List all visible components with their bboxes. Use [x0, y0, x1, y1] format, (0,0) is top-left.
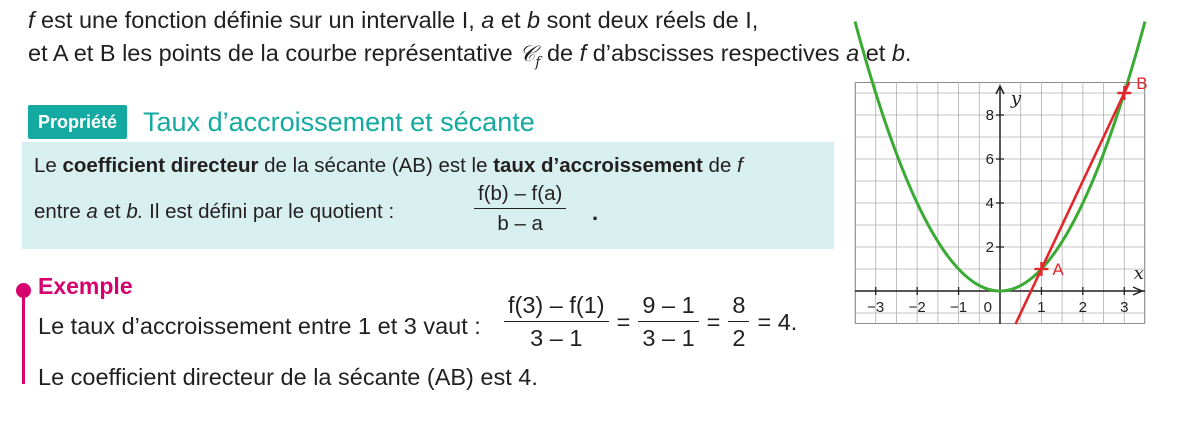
x-tick-label: −3 [867, 299, 885, 316]
quotient-denominator: b – a [497, 212, 543, 235]
x-tick-label: 3 [1120, 299, 1129, 316]
property-line-1 [34, 154, 743, 178]
quotient-numerator: f(b) – f(a) [474, 182, 566, 209]
example-line-1: Le taux d’accroissement entre 1 et 3 vaut : [38, 313, 481, 339]
property-a: a [86, 200, 98, 223]
property-text-part: de [702, 154, 738, 177]
property-bold-term: taux d’accroissement [493, 154, 703, 177]
y-tick-label: 8 [985, 107, 994, 124]
intro-text-part: et [494, 7, 528, 33]
property-line-2 [34, 200, 394, 224]
example-fraction-2 [638, 292, 698, 352]
property-text-part: de la sécante (AB) est le [258, 154, 494, 177]
property-quotient [474, 182, 566, 236]
intro-text-part: de [540, 40, 580, 66]
intro-a: a [846, 40, 860, 66]
equals-sign: = [706, 308, 721, 335]
fraction-denominator: 3 – 1 [642, 325, 695, 351]
property-text-part: et [97, 200, 127, 223]
property-badge: Propriété [28, 105, 127, 139]
intro-text-part: et [859, 40, 892, 66]
point-label-a: A [1052, 260, 1064, 279]
x-tick-label: −2 [908, 299, 926, 316]
curve-symbol [519, 42, 541, 71]
intro-line-2 [28, 37, 911, 79]
x-axis-label: x [1133, 263, 1144, 284]
intro-f: f [579, 40, 587, 66]
intro-text-part: d’abscisses respectives [586, 40, 847, 66]
intro-f: f [28, 7, 35, 33]
fraction-numerator: 8 [728, 292, 749, 322]
intro-text-part: . [904, 40, 912, 66]
y-tick-label: 4 [985, 195, 994, 212]
property-bold-term: coefficient directeur [62, 154, 259, 177]
fraction-numerator: 9 – 1 [638, 292, 698, 322]
curve-symbol-letter: 𝒞 [519, 42, 536, 67]
example-calculation [504, 292, 805, 352]
y-tick-label: 6 [985, 151, 994, 168]
property-text-part: Le [34, 154, 63, 177]
intro-text-part: et A et B les points de la courbe représentative [28, 40, 520, 66]
fraction-denominator: 3 – 1 [530, 325, 583, 351]
property-f: f [737, 154, 743, 177]
property-end-dot: . [592, 200, 599, 225]
fraction-denominator: 2 [732, 325, 746, 351]
function-graph [855, 74, 1148, 324]
origin-label: 0 [983, 299, 992, 316]
x-tick-label: −1 [950, 299, 968, 316]
property-b: b. [126, 200, 144, 223]
intro-line-1 [28, 4, 911, 37]
intro-text-part: sont deux réels de I, [540, 7, 759, 33]
example-fraction-3 [728, 292, 749, 352]
x-tick-label: 1 [1037, 299, 1046, 316]
property-box [22, 142, 834, 249]
equals-sign: = [616, 308, 631, 335]
point-label-b: B [1136, 74, 1148, 93]
fraction-numerator: f(3) – f(1) [504, 292, 609, 322]
intro-a: a [481, 7, 495, 33]
curve-symbol-subscript: f [535, 54, 541, 71]
example-dot-icon [16, 283, 31, 298]
property-title: Taux d’accroissement et sécante [143, 106, 535, 137]
intro-text [28, 4, 911, 79]
x-tick-label: 2 [1078, 299, 1088, 316]
property-header [28, 104, 535, 140]
example-title: Exemple [38, 273, 133, 299]
intro-text-part: est une fonction définie sur un intervalle I, [34, 7, 482, 33]
intro-b: b [527, 7, 541, 33]
example-line-3: Le coefficient directeur de la sécante (AB) est 4. [38, 364, 538, 390]
intro-b: b [891, 40, 905, 66]
property-text-part: entre [34, 200, 87, 223]
example-fraction-1 [504, 292, 609, 352]
example-result: = 4. [757, 308, 798, 335]
example-bar [22, 290, 25, 384]
y-tick-label: 2 [985, 239, 994, 256]
y-axis-label: y [1010, 88, 1022, 109]
property-text-part: Il est défini par le quotient : [143, 200, 395, 223]
